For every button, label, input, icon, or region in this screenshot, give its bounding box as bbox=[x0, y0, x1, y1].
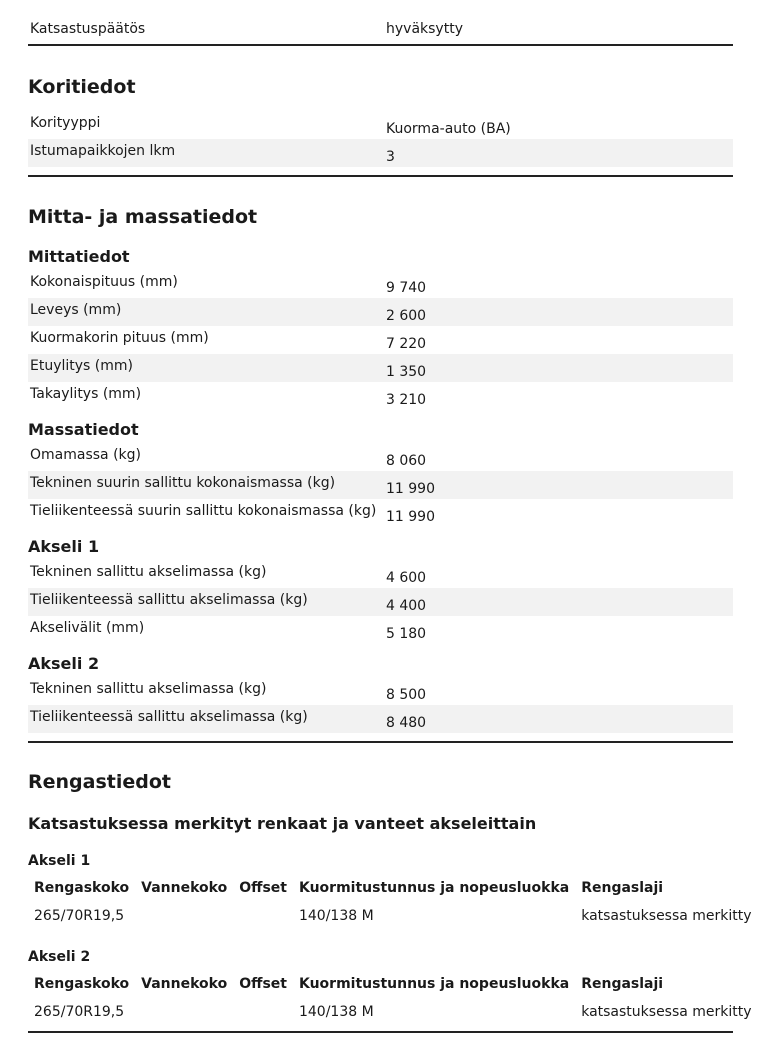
table-row bbox=[28, 354, 733, 382]
row-label: Istumapaikkojen lkm bbox=[30, 143, 176, 159]
row-value: 2 600 bbox=[386, 308, 427, 324]
row-label: Tekninen sallittu akselimassa (kg) bbox=[30, 564, 267, 580]
row-value: 3 bbox=[386, 149, 395, 165]
load-speed-cell: 140/138 M bbox=[298, 908, 374, 924]
table-row bbox=[28, 902, 758, 930]
row-value: 3 210 bbox=[386, 392, 427, 408]
dimensions-table bbox=[28, 270, 733, 410]
tires-axle-2-table bbox=[28, 970, 758, 1026]
table-row bbox=[28, 270, 733, 298]
row-value: Kuorma-auto (BA) bbox=[386, 121, 511, 137]
row-value: 11 990 bbox=[386, 509, 435, 525]
table-row bbox=[28, 588, 733, 616]
column-header: Kuormitustunnus ja nopeusluokka bbox=[298, 976, 570, 992]
row-value: 5 180 bbox=[386, 626, 427, 642]
tire-type-cell: katsastuksessa merkitty bbox=[581, 908, 752, 924]
divider bbox=[28, 44, 733, 46]
column-header: Vannekoko bbox=[141, 976, 228, 992]
section-title-dimensions-mass: Mitta- ja massatiedot bbox=[28, 206, 258, 228]
table-row bbox=[28, 560, 733, 588]
row-value: 4 600 bbox=[386, 570, 427, 586]
row-value: 8 480 bbox=[386, 715, 427, 731]
rim-size-cell bbox=[135, 902, 233, 930]
row-label: Kokonaispituus (mm) bbox=[30, 274, 178, 290]
row-label: Kuormakorin pituus (mm) bbox=[30, 330, 209, 346]
table-row bbox=[28, 616, 733, 644]
table-row bbox=[28, 499, 733, 527]
row-value: 7 220 bbox=[386, 336, 427, 352]
offset-cell bbox=[233, 998, 293, 1026]
axle-1-table bbox=[28, 560, 733, 644]
row-value: 9 740 bbox=[386, 280, 427, 296]
column-header: Rengaskoko bbox=[34, 976, 130, 992]
decision-row bbox=[28, 15, 733, 41]
table-row bbox=[28, 471, 733, 499]
tires-axle-1-title: Akseli 1 bbox=[28, 853, 91, 869]
section-title-body: Koritiedot bbox=[28, 76, 136, 98]
table-row bbox=[28, 382, 733, 410]
row-label: Tieliikenteessä sallittu akselimassa (kg) bbox=[30, 709, 308, 725]
divider bbox=[28, 741, 733, 743]
tires-subtitle: Katsastuksessa merkityt renkaat ja vanteet akseleittain bbox=[28, 814, 537, 833]
row-label: Tekninen sallittu akselimassa (kg) bbox=[30, 681, 267, 697]
row-label: Tieliikenteessä sallittu akselimassa (kg) bbox=[30, 592, 308, 608]
table-row bbox=[28, 326, 733, 354]
row-label: Etuylitys (mm) bbox=[30, 358, 133, 374]
tire-type-cell: katsastuksessa merkitty bbox=[581, 1004, 752, 1020]
tire-size-cell: 265/70R19,5 bbox=[34, 1004, 125, 1020]
table-header-row bbox=[28, 970, 758, 998]
table-row bbox=[28, 677, 733, 705]
row-label: Tieliikenteessä suurin sallittu kokonaismassa (kg) bbox=[30, 503, 377, 519]
column-header: Offset bbox=[239, 976, 287, 992]
body-info-table bbox=[28, 111, 733, 167]
table-row bbox=[28, 298, 733, 326]
row-value: 8 500 bbox=[386, 687, 427, 703]
decision-label: Katsastuspäätös bbox=[30, 21, 146, 37]
row-label: Tekninen suurin sallittu kokonaismassa (kg) bbox=[30, 475, 336, 491]
subsection-title-axle-1: Akseli 1 bbox=[28, 537, 100, 556]
row-value: 1 350 bbox=[386, 364, 427, 380]
tires-axle-1-table bbox=[28, 874, 758, 930]
table-row bbox=[28, 111, 733, 139]
row-value: 8 060 bbox=[386, 453, 427, 469]
section-title-tires: Rengastiedot bbox=[28, 771, 171, 793]
divider bbox=[28, 1031, 733, 1033]
row-label: Takaylitys (mm) bbox=[30, 386, 142, 402]
subsection-title-axle-2: Akseli 2 bbox=[28, 654, 100, 673]
table-row bbox=[28, 998, 758, 1026]
subsection-title-dimensions: Mittatiedot bbox=[28, 247, 130, 266]
subsection-title-mass: Massatiedot bbox=[28, 420, 139, 439]
row-value: 11 990 bbox=[386, 481, 435, 497]
tire-size-cell: 265/70R19,5 bbox=[34, 908, 125, 924]
rim-size-cell bbox=[135, 998, 233, 1026]
column-header: Rengaslaji bbox=[581, 880, 664, 896]
offset-cell bbox=[233, 902, 293, 930]
row-label: Omamassa (kg) bbox=[30, 447, 141, 463]
axle-2-table bbox=[28, 677, 733, 733]
decision-value: hyväksytty bbox=[386, 21, 463, 37]
table-row bbox=[28, 705, 733, 733]
column-header: Vannekoko bbox=[141, 880, 228, 896]
column-header: Kuormitustunnus ja nopeusluokka bbox=[298, 880, 570, 896]
mass-table bbox=[28, 443, 733, 527]
row-label: Leveys (mm) bbox=[30, 302, 122, 318]
row-value: 4 400 bbox=[386, 598, 427, 614]
column-header: Offset bbox=[239, 880, 287, 896]
table-row bbox=[28, 443, 733, 471]
table-row bbox=[28, 139, 733, 167]
column-header: Rengaskoko bbox=[34, 880, 130, 896]
tires-axle-2-title: Akseli 2 bbox=[28, 949, 91, 965]
divider bbox=[28, 175, 733, 177]
row-label: Akselivälit (mm) bbox=[30, 620, 145, 636]
column-header: Rengaslaji bbox=[581, 976, 664, 992]
load-speed-cell: 140/138 M bbox=[298, 1004, 374, 1020]
table-header-row bbox=[28, 874, 758, 902]
row-label: Korityyppi bbox=[30, 115, 101, 131]
